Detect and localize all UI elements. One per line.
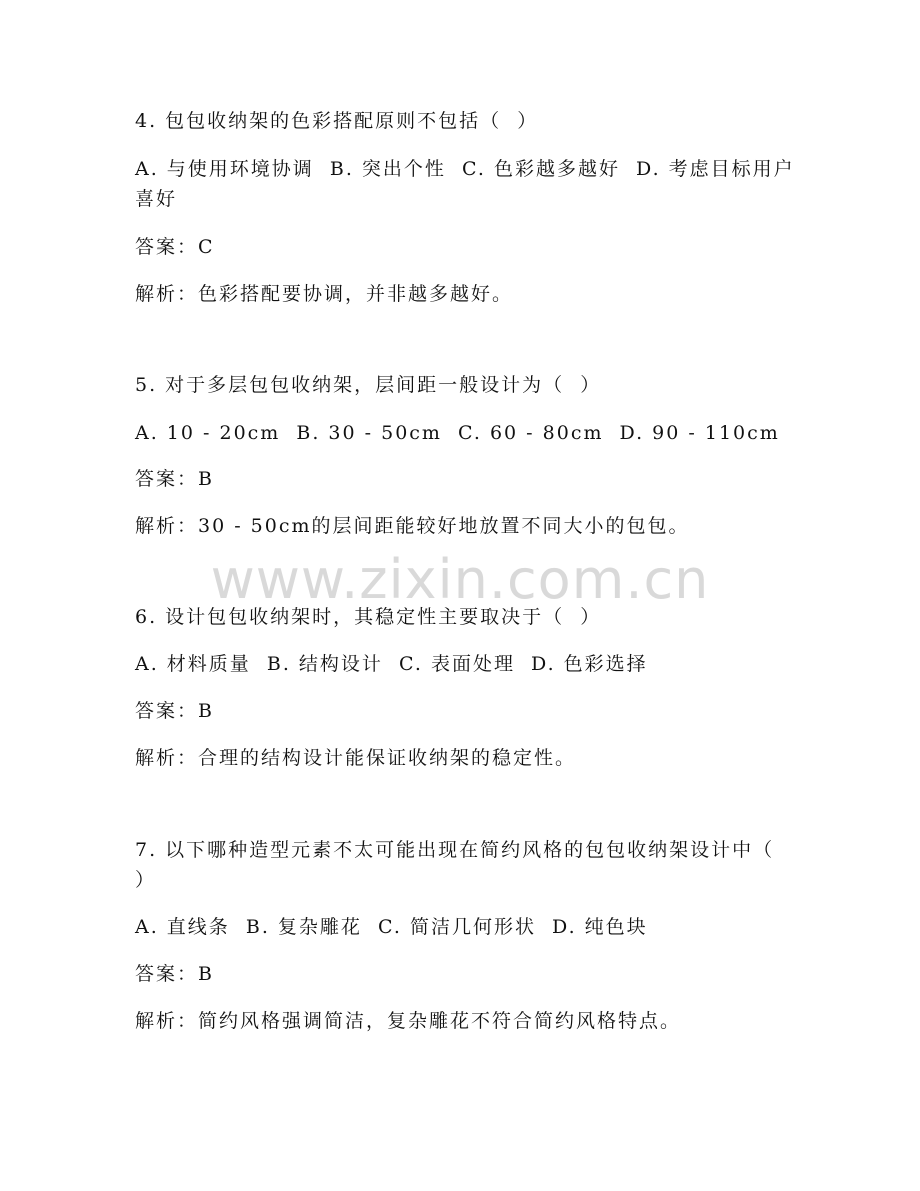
question-6-options: A. 材料质量 B. 结构设计 C. 表面处理 D. 色彩选择 xyxy=(135,653,648,675)
question-5-stem: 5. 对于多层包包收纳架，层间距一般设计为（ ） xyxy=(135,374,602,396)
question-4-answer: 答案：C xyxy=(135,236,215,258)
question-7-stem: 7. 以下哪种造型元素不太可能出现在简约风格的包包收纳架设计中（ ） xyxy=(135,839,791,891)
question-7-answer: 答案：B xyxy=(135,963,214,985)
question-5-options: A. 10 - 20cm B. 30 - 50cm C. 60 - 80cm D. 90 - 110cm xyxy=(135,422,780,444)
watermark: www.zixin.com.cn xyxy=(210,548,710,611)
question-4-stem: 4. 包包收纳架的色彩搭配原则不包括（ ） xyxy=(135,110,539,132)
question-5-analysis: 解析：30 - 50cm的层间距能较好地放置不同大小的包包。 xyxy=(135,515,690,537)
question-4-analysis: 解析：色彩搭配要协调，并非越多越好。 xyxy=(135,283,514,305)
question-7-analysis: 解析：简约风格强调简洁，复杂雕花不符合简约风格特点。 xyxy=(135,1010,682,1032)
question-6-answer: 答案：B xyxy=(135,700,214,722)
question-4-options: A. 与使用环境协调 B. 突出个性 C. 色彩越多越好 D. 考虑目标用户喜好 xyxy=(135,158,795,210)
question-6-analysis: 解析：合理的结构设计能保证收纳架的稳定性。 xyxy=(135,747,577,769)
question-7-options: A. 直线条 B. 复杂雕花 C. 简洁几何形状 D. 纯色块 xyxy=(135,916,648,938)
question-5-answer: 答案：B xyxy=(135,468,214,490)
question-6-stem: 6. 设计包包收纳架时，其稳定性主要取决于（ ） xyxy=(135,606,602,628)
